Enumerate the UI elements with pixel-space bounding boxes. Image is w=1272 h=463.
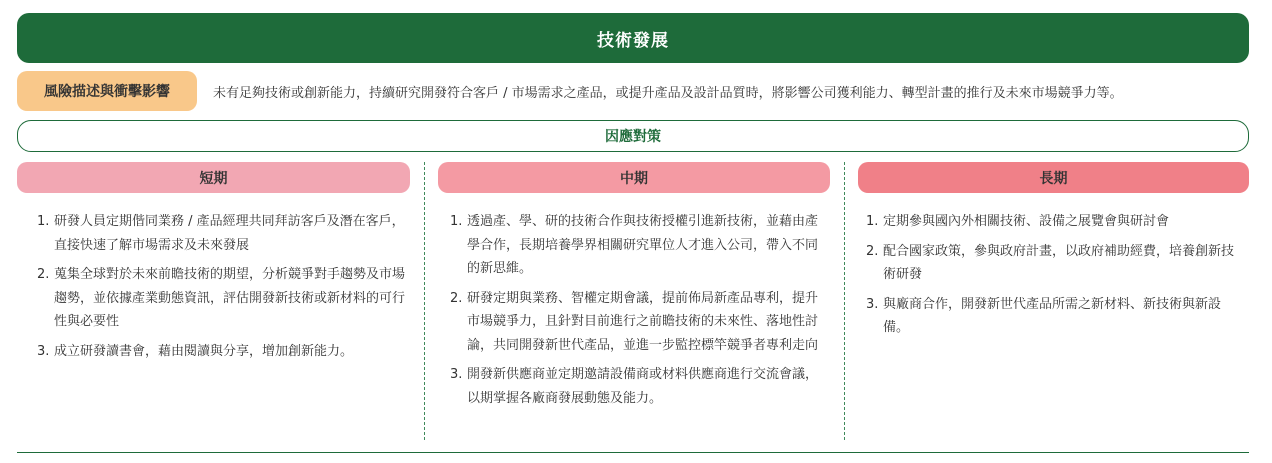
page-title: 技術發展: [17, 13, 1249, 63]
risk-section: [17, 71, 1249, 111]
item-text: 定期參與國內外相關技術、設備之展覽會與研討會: [883, 214, 1170, 229]
bottom-rule: [17, 452, 1249, 453]
item-text: 蒐集全球對於未來前瞻技術的期望，分析競爭對手趨勢及市場趨勢，並依據產業動態資訊，評估開發新技術或新材料的可行性與必要性: [54, 267, 406, 329]
item-number: 3.: [450, 367, 463, 382]
list-item: [37, 263, 407, 334]
item-number: 1.: [450, 214, 463, 229]
item-number: 2.: [37, 267, 50, 282]
item-number: 3.: [866, 296, 879, 312]
short-term-list: [37, 210, 407, 369]
item-number: 3.: [37, 343, 50, 359]
item-number: 2.: [450, 290, 463, 306]
item-text: 研發人員定期偕同業務 / 產品經理共同拜訪客戶及潛在客戶，直接快速了解市場需求及未來發展: [54, 214, 405, 253]
list-item: [37, 340, 407, 364]
list-item: [450, 210, 825, 281]
item-number: 1.: [37, 214, 50, 229]
item-text: 配合國家政策，參與政府計畫，以政府補助經費，培養創新技術研發: [883, 243, 1235, 282]
mid-term-header: 中期: [438, 162, 830, 193]
risk-description: 未有足夠技術或創新能力，持續研究開發符合客戶 / 市場需求之產品，或提升產品及設計品質時，將影響公司獲利能力、轉型計畫的推行及未來市場競爭力等。: [213, 85, 1123, 101]
list-item: [866, 240, 1236, 287]
item-number: 2.: [866, 243, 879, 259]
list-item: [37, 210, 407, 257]
list-item: [450, 287, 825, 358]
strategy-title: 因應對策: [17, 120, 1249, 152]
item-text: 開發新供應商並定期邀請設備商或材料供應商進行交流會議，以期掌握各廠商發展動態及能力。: [467, 367, 819, 406]
item-text: 與廠商合作，開發新世代產品所需之新材料、新技術與新設備。: [883, 296, 1222, 335]
short-term-header: 短期: [17, 162, 410, 193]
list-item: [866, 293, 1236, 340]
column-divider: [844, 162, 845, 440]
long-term-list: [866, 210, 1236, 346]
mid-term-list: [450, 210, 825, 416]
list-item: [866, 210, 1236, 234]
risk-label: 風險描述與衝擊影響: [17, 71, 197, 111]
long-term-header: 長期: [858, 162, 1249, 193]
list-item: [450, 363, 825, 410]
item-text: 成立研發讀書會，藉由閱讀與分享，增加創新能力。: [54, 343, 354, 359]
column-divider: [424, 162, 425, 440]
item-number: 1.: [866, 214, 879, 229]
item-text: 研發定期與業務、智權定期會議，提前佈局新產品專利，提升市場競爭力，且針對目前進行之前瞻技術的未來性、落地性討論，共同開發新世代產品，並進一步監控標竿競爭者專利走向: [467, 290, 819, 353]
item-text: 透過產、學、研的技術合作與技術授權引進新技術，並藉由產學合作，長期培養學界相關研究單位人才進入公司，帶入不同的新思維。: [467, 214, 819, 276]
